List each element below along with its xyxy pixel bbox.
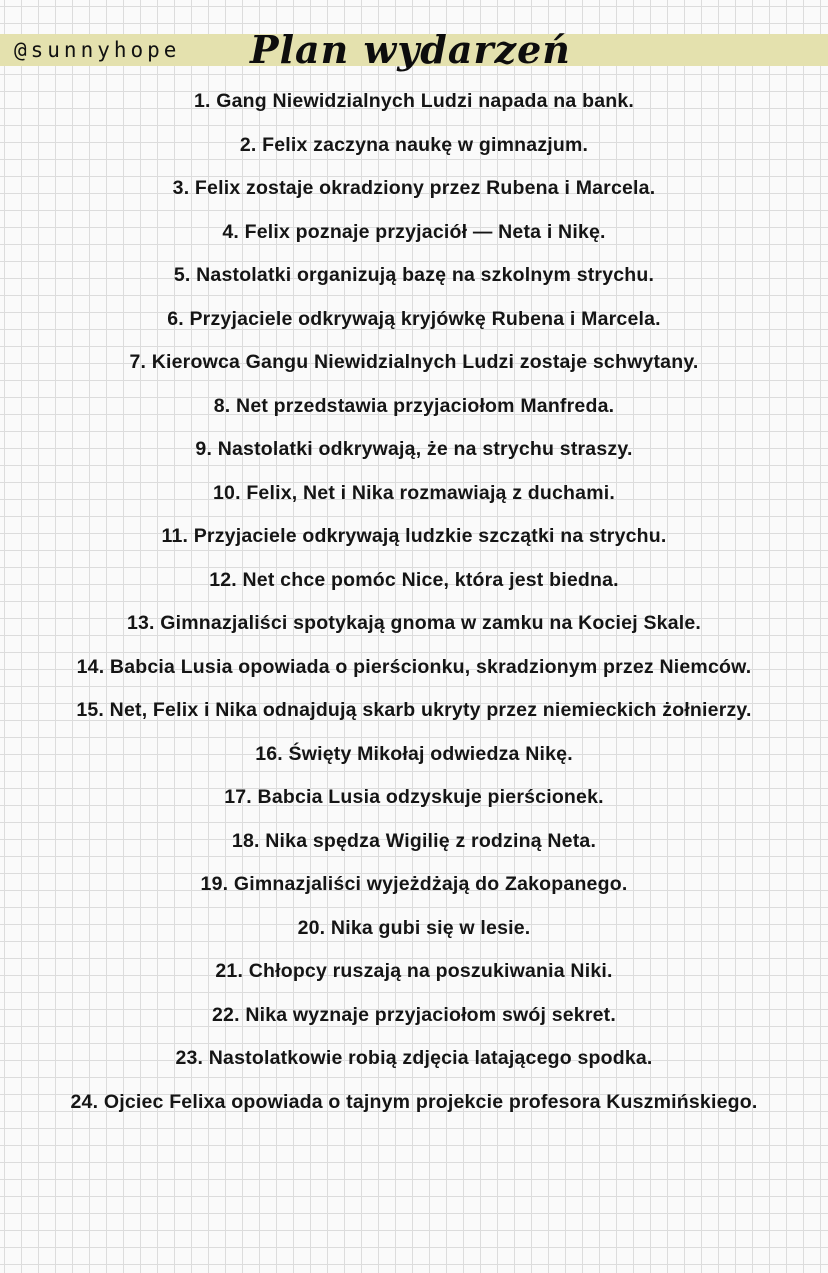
event-item: 20. Nika gubi się w lesie. — [297, 916, 531, 939]
event-item: 19. Gimnazjaliści wyjeżdżają do Zakopanego. — [200, 873, 628, 895]
event-item: 18. Nika spędza Wigilię z rodziną Neta. — [231, 829, 597, 852]
event-item: 21. Chłopcy ruszają na poszukiwania Niki. — [215, 960, 613, 982]
event-item: 3. Felix zostaje okradziony przez Rubena i Marcela. — [172, 177, 656, 199]
event-item: 13. Gimnazjaliści spotykają gnoma w zamku na Kociej Skale. — [126, 612, 702, 634]
event-item: 22. Nika wyznaje przyjaciołom swój sekret. — [212, 1003, 616, 1026]
event-item: 4. Felix poznaje przyjaciół — Neta i Nikę. — [222, 220, 606, 243]
events-list — [0, 80, 828, 1124]
event-item: 2. Felix zaczyna naukę w gimnazjum. — [239, 133, 589, 156]
author-handle: @sunnyhope — [14, 38, 181, 62]
event-item: 23. Nastolatkowie robią zdjęcia latającego spodka. — [175, 1047, 653, 1069]
event-item: 17. Babcia Lusia odzyskuje pierścionek. — [224, 786, 604, 808]
page-title: Plan wydarzeń — [250, 27, 571, 72]
event-item: 10. Felix, Net i Nika rozmawiają z duchami. — [213, 481, 615, 504]
event-item: 6. Przyjaciele odkrywają kryjówkę Rubena i Marcela. — [167, 307, 661, 330]
event-item: 11. Przyjaciele odkrywają ludzkie szczątki na strychu. — [161, 525, 667, 547]
event-item: 5. Nastolatki organizują bazę na szkolnym strychu. — [173, 264, 655, 286]
event-item: 16. Święty Mikołaj odwiedza Nikę. — [255, 742, 573, 765]
event-item: 9. Nastolatki odkrywają, że na strychu straszy. — [195, 438, 633, 460]
event-item: 1. Gang Niewidzialnych Ludzi napada na bank. — [193, 90, 635, 112]
event-item: 8. Net przedstawia przyjaciołom Manfreda. — [213, 394, 615, 417]
event-item: 15. Net, Felix i Nika odnajdują skarb ukryty przez niemieckich żołnierzy. — [76, 699, 752, 721]
event-item: 14. Babcia Lusia opowiada o pierścionku, skradzionym przez Niemców. — [76, 655, 752, 678]
event-item: 12. Net chce pomóc Nice, która jest biedna. — [209, 568, 619, 591]
event-item: 7. Kierowca Gangu Niewidzialnych Ludzi zostaje schwytany. — [129, 351, 699, 373]
header — [0, 18, 828, 84]
event-item: 24. Ojciec Felixa opowiada o tajnym projekcie profesora Kuszmińskiego. — [70, 1090, 758, 1113]
